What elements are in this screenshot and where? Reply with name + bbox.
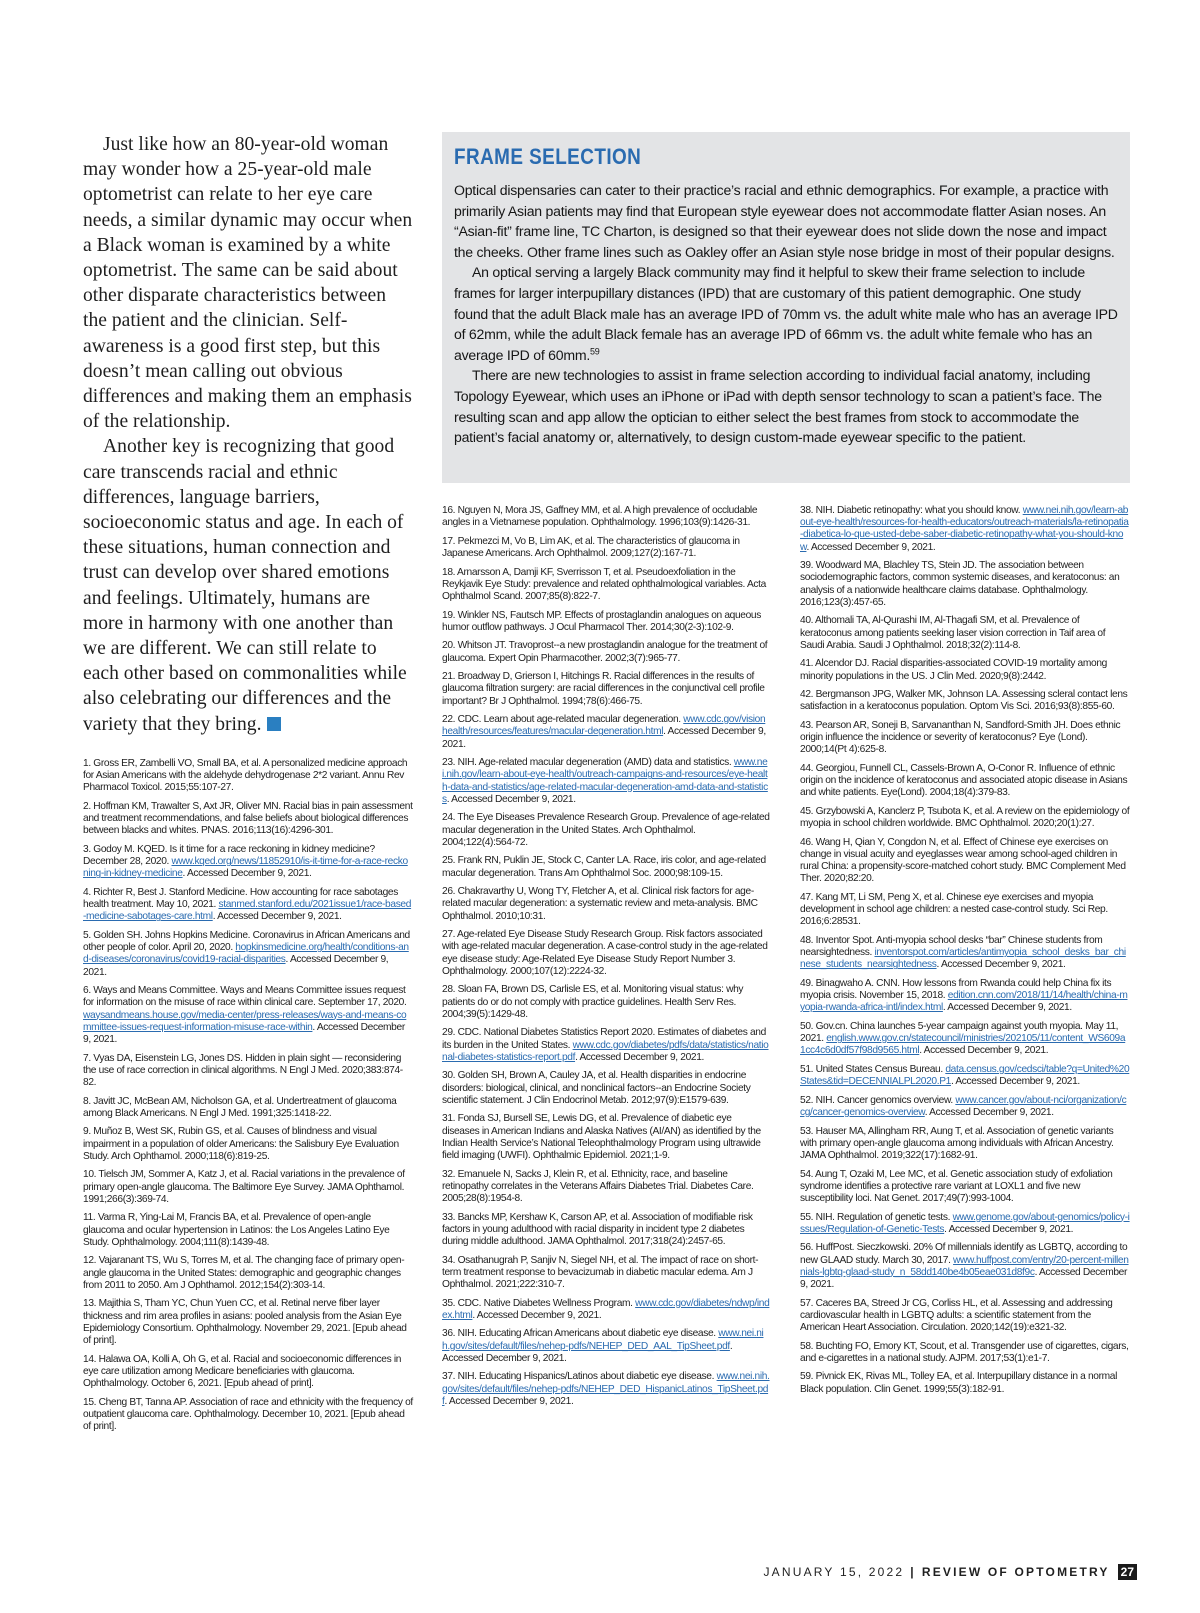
reference-link[interactable]: stanmed.stanford.edu/2021issue1/race-based-medicine-sabotages-care.html [83, 899, 412, 923]
footer-separator: | [910, 1565, 916, 1579]
reference-text: 7. Vyas DA, Eisenstein LG, Jones DS. Hidden in plain sight — reconsidering the use of race correction in clinical algorithms. N Engl J Med. 2020;383:874-82. [83, 1052, 403, 1089]
reference-text: 39. Woodward MA, Blachley TS, Stein JD. The association between sociodemographic factors, common systemic diseases, and keratoconus: an analysis of a nationwide healthcare claims database. Ophthalmology. 2016;123(3):457-65. [800, 560, 1120, 608]
reference-text: 26. Chakravarthy U, Wong TY, Fletcher A, et al. Clinical risk factors for age-related macular degeneration: a systematic review and meta-analysis. BMC Ophthalmol. 2010;10:31. [442, 886, 758, 922]
reference-item [800, 1341, 1130, 1365]
reference-accessed-note: . Accessed December 9, 2021. [212, 911, 342, 923]
reference-text: 12. Vajaranant TS, Wu S, Torres M, et al. The changing face of primary open-angle glaucoma in the United States: demographic and geographic changes from 2011 to 2050. Am J Ophthamol. 2012;154(2):303-14. [83, 1255, 405, 1291]
reference-item [800, 935, 1130, 972]
reference-item [442, 855, 770, 879]
reference-item [442, 1027, 770, 1064]
reference-text: 22. CDC. Learn about age-related macular degeneration. [442, 714, 684, 726]
reference-item [442, 567, 770, 604]
reference-accessed-note: . Accessed December 9, 2021. [919, 1045, 1049, 1057]
reference-text: 1. Gross ER, Zambelli VO, Small BA, et al. A personalized medicine approach for Asian Americans with the aldehyde dehydrogenase 2*2 variant. Annu Rev Pharmacol Toxicol. 2015;55:107-27. [83, 758, 408, 794]
reference-item [800, 1126, 1130, 1163]
reference-text: 19. Winkler NS, Fautsch MP. Effects of prostaglandin analogues on aqueous humor outflow pathways. J Ocul Pharmacol Ther. 2014;30(2-3):102-9. [442, 609, 761, 633]
reference-text: 4. Richter R, Best J. Stanford Medicine. How accounting for race sabotages health treatment. May 10, 2021. [83, 887, 398, 911]
reference-item [442, 757, 770, 806]
reference-text: 21. Broadway D, Grierson I, Hitchings R. Racial differences in the results of glaucoma filtration surgery: are racial differences in the conjunctival cell profile important? Br J Ophthalmol. 1994;78(6):466-75. [442, 671, 765, 707]
reference-link[interactable]: waysandmeans.house.gov/media-center/press-releases/ways-and-means-committee-issues-request-information-misuse-race-within [83, 1009, 407, 1033]
reference-item [800, 658, 1130, 682]
reference-text: 38. NIH. Diabetic retinopathy: what you should know. [800, 505, 1023, 516]
reference-text: 45. Grzybowski A, Kanclerz P, Tsubota K, et al. A review on the epidemiology of myopia in school children worldwide. BMC Ophthalmol. 2020;20(1):27. [800, 806, 1130, 830]
reference-text: 52. NIH. Cancer genomics overview. [800, 1094, 956, 1106]
reference-text: 2. Hoffman KM, Trawalter S, Axt JR, Oliver MN. Racial bias in pain assessment and treatment recommendations, and false beliefs about biological differences between blacks and whites. PNAS. 2016;113(16):4296-301. [83, 801, 413, 837]
reference-link[interactable]: www.genome.gov/about-genomics/policy-issues/Regulation-of-Genetic-Tests [800, 1211, 1130, 1235]
reference-accessed-note: . Accessed December 9, 2021. [442, 726, 766, 750]
reference-item [442, 984, 770, 1021]
article-paragraph-last [83, 434, 413, 736]
sidebar-paragraph: Optical dispensaries can cater to their practice’s racial and ethnic demographics. For example, a practice with primarily Asian patients may find that European style eyewear does not accommodate flatter Asian noses. An “Asian-fit” frame line, TC Charton, is designed so that their eyewear does not slide down the nose and impact the cheeks. Other frame lines such as Oakley offer an Asian style nose bridge in most of their popular designs. [454, 182, 1115, 260]
reference-item [442, 1371, 770, 1408]
reference-item [800, 720, 1130, 757]
frame-selection-sidebar [442, 132, 1130, 483]
references-column-1 [83, 758, 413, 1440]
reference-link[interactable]: www.nei.nih.gov/learn-about-eye-health/resources-for-health-educators/outreach-materials/la-retinopatia-diabetica-lo-que-usted-debe-saber-diabetic-retinopathy-what-you-should-know [800, 505, 1129, 553]
reference-item [800, 1242, 1130, 1291]
reference-item [800, 978, 1130, 1015]
reference-item [442, 610, 770, 634]
reference-item [442, 1169, 770, 1206]
end-of-article-icon [267, 717, 281, 731]
reference-link[interactable]: www.nei.nih.gov/sites/default/files/nehep-pdfs/NEHEP_DED_HispanicLatinos_TipSheet.pdf [442, 1371, 770, 1407]
reference-text: 31. Fonda SJ, Bursell SE, Lewis DG, et al. Prevalence of diabetic eye diseases in American Indians and Alaska Natives (AI/AN) as identified by the Indian Health Service’s National Teleophthalmology Program using ultrawide field imaging (UWFI). Ophthalmic Epidemiol. 2021;1-9. [442, 1113, 761, 1161]
reference-link[interactable]: www.nei.nih.gov/sites/default/files/nehep-pdfs/NEHEP_DED_AAL_TipSheet.pdf [442, 1328, 764, 1352]
reference-text: 29. CDC. National Diabetes Statistics Report 2020. Estimates of diabetes and its burden in the United States. [442, 1027, 766, 1051]
citation-superscript: 59 [590, 346, 600, 357]
reference-item [442, 671, 770, 708]
reference-text: 9. Muñoz B, West SK, Rubin GS, et al. Causes of blindness and visual impairment in a population of older Americans: the Salisbury Eye Evaluation Study. Arch Ophthamol. 2000;118(6):819-25. [83, 1126, 399, 1162]
reference-item [83, 1096, 413, 1120]
reference-link[interactable]: www.cdc.gov/visionhealth/resources/features/macular-degeneration.html [442, 714, 766, 738]
reference-accessed-note: . Accessed December 9, 2021. [182, 868, 312, 880]
reference-item [800, 1298, 1130, 1335]
reference-item [800, 763, 1130, 800]
reference-item [83, 758, 413, 795]
reference-text: 8. Javitt JC, McBean AM, Nicholson GA, et al. Undertreatment of glaucoma among Black Americans. N Engl J Med. 1991;325:1418-22. [83, 1095, 397, 1119]
reference-item [83, 1298, 413, 1347]
reference-item [442, 812, 770, 849]
reference-text: 25. Frank RN, Puklin JE, Stock C, Canter LA. Race, iris color, and age-related macular degeneration. Trans Am Ophthalmol Soc. 2000;98:109-15. [442, 855, 766, 879]
reference-text: 20. Whitson JT. Travoprost--a new prostaglandin analogue for the treatment of glaucoma. Expert Opin Pharmacother. 2002;3(7):965-77. [442, 640, 768, 664]
reference-item [800, 560, 1130, 609]
reference-link[interactable]: www.cdc.gov/diabetes/pdfs/data/statistics/national-diabetes-statistics-report.pdf [442, 1039, 769, 1063]
reference-text: 34. Osathanugrah P, Sanjiv N, Siegel NH, et al. The impact of race on short-term treatment response to bevacizumab in diabetic macular edema. Am J Ophthalmol. 2021;222:310-7. [442, 1254, 759, 1290]
reference-item [800, 505, 1130, 554]
issue-date: JANUARY 15, 2022 [763, 1565, 905, 1579]
reference-text: 36. NIH. Educating African Americans about diabetic eye disease. [442, 1328, 719, 1340]
reference-item [800, 1212, 1130, 1236]
reference-link[interactable]: www.huffpost.com/entry/20-percent-millennials-lgbtq-glaad-study_n_58dd140be4b05eae031d8f9c [800, 1254, 1129, 1278]
reference-item [800, 806, 1130, 830]
reference-text: 27. Age-related Eye Disease Study Research Group. Risk factors associated with age-related macular degeneration. A case-control study in the age-related eye disease study: Age-Related Eye Disease Study Report Number 3. Ophthalmology. 2000;107(12):2224-32. [442, 929, 768, 977]
reference-text: 23. NIH. Age-related macular degeneration (AMD) data and statistics. [442, 757, 734, 769]
reference-item [83, 930, 413, 979]
reference-text: 57. Caceres BA, Streed Jr CG, Corliss HL, et al. Assessing and addressing cardiovascular health in LGBTQ adults: a scientific statement from the American Heart Association. Circulation. 2020;142(19):e321-32. [800, 1297, 1113, 1333]
reference-text: 41. Alcendor DJ. Racial disparities-associated COVID-19 mortality among minority populations in the US. J Clin Med. 2020;9(8):2442. [800, 658, 1107, 682]
reference-text: 55. NIH. Regulation of genetic tests. [800, 1211, 953, 1223]
reference-link[interactable]: hopkinsmedicine.org/health/conditions-and-diseases/coronavirus/covid19-racial-disparities [83, 942, 409, 966]
reference-link[interactable]: edition.cnn.com/2018/11/14/health/china-myopia-rwanda-africa-intl/index.html [800, 990, 1128, 1014]
reference-item [442, 1298, 770, 1322]
reference-item [442, 929, 770, 978]
article-body [83, 132, 413, 737]
reference-item [83, 1397, 413, 1434]
reference-item [442, 1328, 770, 1365]
sidebar-paragraph: There are new technologies to assist in frame selection according to individual facial anatomy, including Topology Eyewear, which uses an iPhone or iPad with depth sensor technology to scan a patient’s face. The resulting scan and app allow the optician to either select the best frames from stock to accommodate the patient’s facial anatomy or, alternatively, to design custom-made eyewear specific to the patient. [454, 367, 1102, 446]
reference-text: 14. Halawa OA, Kolli A, Oh G, et al. Racial and socioeconomic differences in eye care utilization among Medicare beneficiaries with glaucoma. Ophthalmology. October 6, 2021. [Epub ahead of print]. [83, 1353, 402, 1390]
reference-item [442, 886, 770, 923]
reference-link[interactable]: inventorspot.com/articles/antimyopia_school_desks_bar_chinese_students_nearsightedness [800, 947, 1126, 971]
reference-accessed-note: . Accessed December 9, 2021. [936, 959, 1066, 971]
reference-text: 53. Hauser MA, Allingham RR, Aung T, et al. Association of genetic variants with primary open-angle glaucoma among individuals with African Ancestry. JAMA Ophthalmol. 2019;322(17):1682-91. [800, 1125, 1114, 1161]
sidebar-paragraph [454, 262, 1118, 365]
reference-text: 18. Arnarsson A, Damji KF, Sverrisson T, et al. Pseudoexfoliation in the Reykjavik Eye Study: prevalence and related ophthalmological variables. Acta Ophthalmol Scand. 2007;85(8):822-7. [442, 566, 766, 602]
reference-text: 6. Ways and Means Committee. Ways and Means Committee issues request for information on the misuse of race within clinical care. September 17, 2020. [83, 985, 407, 1009]
reference-text: 3. Godoy M. KQED. Is it time for a race reckoning in kidney medicine? December 28, 2020. [83, 844, 375, 868]
reference-accessed-note: . Accessed December 9, 2021. [942, 1002, 1072, 1014]
publication-name: REVIEW OF OPTOMETRY [921, 1565, 1110, 1579]
reference-text: 44. Georgiou, Funnell CL, Cassels-Brown A, O-Conor R. Influence of ethnic origin on the incidence of keratoconus and associated atopic disease in Asians and white patients. Eye(Lond). 2004;18(4):379-83. [800, 763, 1128, 799]
reference-text: 33. Bancks MP, Kershaw K, Carson AP, et al. Association of modifiable risk factors in young adulthood with racial disparity in incident type 2 diabetes during middle adulthood. JAMA Ophthalmol. 2017;318(24):2457-65. [442, 1211, 753, 1247]
reference-accessed-note: . Accessed December 9, 2021. [924, 1107, 1054, 1118]
reference-text: 10. Tielsch JM, Sommer A, Katz J, et al. Racial variations in the prevalence of primary open-angle glaucoma. The Baltimore Eye Survey. JAMA Ophthamol. 1991;266(3):369-74. [83, 1169, 405, 1205]
reference-item [442, 536, 770, 560]
sidebar-paragraph-text: An optical serving a largely Black community may find it helpful to skew their frame selection to include frames for larger interpupillary distances (IPD) that are customary of this patient demographic. One study found that the adult Black male has an average IPD of 70mm vs. the adult white male who has an average IPD of 62mm, while the adult Black female has an average IPD of 66mm vs. the adult white female who has an average IPD of 60mm. [454, 264, 1118, 363]
reference-item [83, 1169, 413, 1206]
reference-text: 15. Cheng BT, Tanna AP. Association of race and ethnicity with the frequency of outpatient glaucoma care. Ophthalmology. December 10, 2021. [Epub ahead of print]. [83, 1396, 413, 1433]
reference-text: 30. Golden SH, Brown A, Cauley JA, et al. Health disparities in endocrine disorders: biological, clinical, and nonclinical factors--an Endocrine Society scientific statement. J Clin Endocrinol Metab. 2012;97(9):E1579-639. [442, 1070, 751, 1106]
reference-item [83, 1212, 413, 1249]
reference-text: 5. Golden SH. Johns Hopkins Medicine. Coronavirus in African Americans and other people of color. April 20, 2020. [83, 930, 410, 954]
reference-link[interactable]: www.cdc.gov/diabetes/ndwp/index.html [442, 1297, 770, 1321]
reference-text: 24. The Eye Diseases Prevalence Research Group. Prevalence of age-related macular degeneration in the United States. Arch Ophthalmol. 2004;122(4):564-72. [442, 812, 770, 848]
reference-accessed-note: . Accessed December 9, 2021. [444, 1395, 574, 1407]
reference-link[interactable]: data.census.gov/cedsci/table?q=United%20States&tid=DECENNIALPL2020.P1 [800, 1064, 1130, 1088]
reference-text: 51. United States Census Bureau. [800, 1064, 946, 1075]
reference-text: 54. Aung T, Ozaki M, Lee MC, et al. Genetic association study of exfoliation syndrome identifies a protective rare variant at LOXL1 and five new susceptibility loci. Nat Genet. 2017;49(7):993-1004. [800, 1168, 1113, 1204]
reference-accessed-note: . Accessed December 9, 2021. [83, 954, 389, 978]
reference-text: 40. Althomali TA, Al-Qurashi IM, Al-Thagafi SM, et al. Prevalence of keratoconus among patients seeking laser vision correction in Taif area of Saudi Arabia. Saudi J Ophthalmol. 2018;32(2):114-8. [800, 615, 1106, 651]
reference-text: 28. Sloan FA, Brown DS, Carlisle ES, et al. Monitoring visual status: why patients do or do not comply with practice guidelines. Health Serv Res. 2004;39(5):1429-48. [442, 984, 744, 1020]
reference-accessed-note: . Accessed December 9, 2021. [446, 793, 576, 805]
reference-item [442, 714, 770, 751]
reference-text: 48. Inventor Spot. Anti-myopia school desks “bar” Chinese students from nearsightedness. [800, 935, 1103, 959]
reference-text: 37. NIH. Educating Hispanics/Latinos about diabetic eye disease. [442, 1371, 717, 1383]
reference-accessed-note: . Accessed December 9, 2021. [800, 1266, 1128, 1290]
reference-text: 42. Bergmanson JPG, Walker MK, Johnson LA. Assessing scleral contact lens satisfaction in a keratoconus population. Optom Vis Sci. 2016;93(8):855-60. [800, 689, 1128, 713]
reference-text: 17. Pekmezci M, Vo B, Lim AK, et al. The characteristics of glaucoma in Japanese Americans. Arch Ophthalmol. 2009;127(2):167-71. [442, 535, 740, 559]
reference-accessed-note: . Accessed December 9, 2021. [806, 541, 936, 553]
reference-accessed-note: . Accessed December 9, 2021. [83, 1021, 405, 1046]
reference-text: 32. Emanuele N, Sacks J, Klein R, et al. Ethnicity, race, and baseline retinopathy correlates in the Veterans Affairs Diabetes Trial. Diabetes Care. 2005;28(8):1954-8. [442, 1168, 754, 1204]
reference-item [83, 1255, 413, 1292]
reference-item [83, 1126, 413, 1163]
reference-item [83, 887, 413, 924]
sidebar-title: FRAME SELECTION [454, 144, 642, 169]
reference-text: 47. Kang MT, Li SM, Peng X, et al. Chinese eye exercises and myopia development in school age children: a nested case-control study. Sci Rep. 2016;6:28531. [800, 892, 1108, 928]
reference-text: 13. Majithia S, Tham YC, Chun Yuen CC, et al. Retinal nerve fiber layer thickness and rim area profiles in asians: pooled analysis from the Asian Eye Epidemiology Consortium. Ophthalmology. November 29, 2021. [Epub ahead of print]. [83, 1298, 407, 1347]
reference-item [800, 1095, 1130, 1119]
page-footer [763, 1564, 1137, 1580]
reference-link[interactable]: www.cancer.gov/about-nci/organization/ccg/cancer-genomics-overview [800, 1094, 1127, 1118]
reference-item [442, 505, 770, 529]
reference-item [83, 801, 413, 838]
reference-item [442, 640, 770, 664]
article-paragraph: Just like how an 80-year-old woman may wonder how a 25-year-old male optometrist can relate to her eye care needs, a similar dynamic may occur when a Black woman is examined by a white optometrist. The same can be said about other disparate characteristics between the patient and the clinician. Self-awareness is a good first step, but this doesn’t mean calling out obvious differences and making them an emphasis of the relationship. [83, 134, 413, 433]
reference-link[interactable]: english.www.gov.cn/statecouncil/ministries/202105/11/content_WS609a1cc4c6d0df57f98d9565.html [800, 1033, 1126, 1057]
reference-accessed-note: . Accessed December 9, 2021. [950, 1076, 1080, 1088]
reference-item [442, 1113, 770, 1162]
reference-accessed-note: . Accessed December 9, 2021. [575, 1051, 705, 1063]
reference-item [83, 1053, 413, 1090]
reference-text: 46. Wang H, Qian Y, Congdon N, et al. Effect of Chinese eye exercises on change in visual acuity and eyeglasses wear among school-aged children in rural China: a propensity-score-matched cohort study. BMC Complement Med Ther. 2020;82:20. [800, 836, 1126, 885]
article-paragraph-text: Another key is recognizing that good care transcends racial and ethnic differences, language barriers, socioeconomic status and age. In each of these situations, human connection and trust can develop over shared emotions and feelings. Ultimately, humans are more in harmony with one another than we are different. We can still relate to each other based on commonalities while also celebrating our differences and the variety that they bring. [83, 436, 407, 735]
reference-text: 35. CDC. Native Diabetes Wellness Program. [442, 1297, 636, 1309]
reference-item [800, 615, 1130, 652]
reference-item [83, 1354, 413, 1391]
reference-item [800, 1371, 1130, 1395]
reference-text: 58. Buchting FO, Emory KT, Scout, et al. Transgender use of cigarettes, cigars, and e-cigarettes in a national study. AJPM. 2017;53(1):e1-7. [800, 1340, 1129, 1364]
reference-text: 50. Gov.cn. China launches 5-year campaign against youth myopia. May 11, 2021. [800, 1021, 1119, 1045]
references-column-2 [442, 505, 770, 1414]
sidebar-body [454, 180, 1118, 448]
reference-text: 49. Binagwaho A. CNN. How lessons from Rwanda could help China fix its myopia crisis. November 15, 2018. [800, 978, 1112, 1002]
reference-accessed-note: . Accessed December 9, 2021. [442, 1340, 733, 1364]
reference-item [83, 985, 413, 1046]
reference-item [442, 1212, 770, 1249]
reference-item [83, 844, 413, 881]
reference-item [800, 892, 1130, 929]
reference-item [800, 1064, 1130, 1088]
reference-item [800, 837, 1130, 886]
reference-item [800, 1021, 1130, 1058]
page-number: 27 [1118, 1564, 1137, 1580]
reference-accessed-note: . Accessed December 9, 2021. [472, 1309, 602, 1321]
reference-item [800, 1169, 1130, 1206]
reference-item [800, 689, 1130, 713]
reference-link[interactable]: www.nei.nih.gov/learn-about-eye-health/outreach-campaigns-and-resources/eye-health-data-and-statistics/age-related-macular-degeneration-amd-data-and-statistics [442, 757, 768, 805]
reference-accessed-note: . Accessed December 9, 2021. [944, 1223, 1074, 1235]
references-column-3 [800, 505, 1130, 1402]
reference-item [442, 1255, 770, 1292]
reference-text: 16. Nguyen N, Mora JS, Gaffney MM, et al. A high prevalence of occludable angles in a Vietnamese population. Ophthalmology. 1996;103(9):1426-31. [442, 505, 758, 529]
reference-text: 11. Varma R, Ying-Lai M, Francis BA, et al. Prevalence of open-angle glaucoma and ocular hypertension in Latinos: the Los Angeles Latino Eye Study. Ophthalmology. 2004;111(8):1439-48. [83, 1212, 390, 1248]
reference-item [442, 1070, 770, 1107]
reference-text: 59. Pivnick EK, Rivas ML, Tolley EA, et al. Interpupillary distance in a normal Black population. Clin Genet. 1999;55(3):182-91. [800, 1371, 1117, 1395]
reference-text: 56. HuffPost. Sieczkowski. 20% Of millennials identify as LGBTQ, according to new GLAAD study. March 30, 2017. [800, 1242, 1128, 1266]
reference-text: 43. Pearson AR, Soneji B, Sarvananthan N, Sandford-Smith JH. Does ethnic origin influence the incidence or severity of keratoconus? Eye (Lond). 2000;14(Pt 4):625-8. [800, 720, 1121, 756]
reference-link[interactable]: www.kqed.org/news/11852910/is-it-time-for-a-race-reckoning-in-kidney-medicine [83, 856, 408, 880]
